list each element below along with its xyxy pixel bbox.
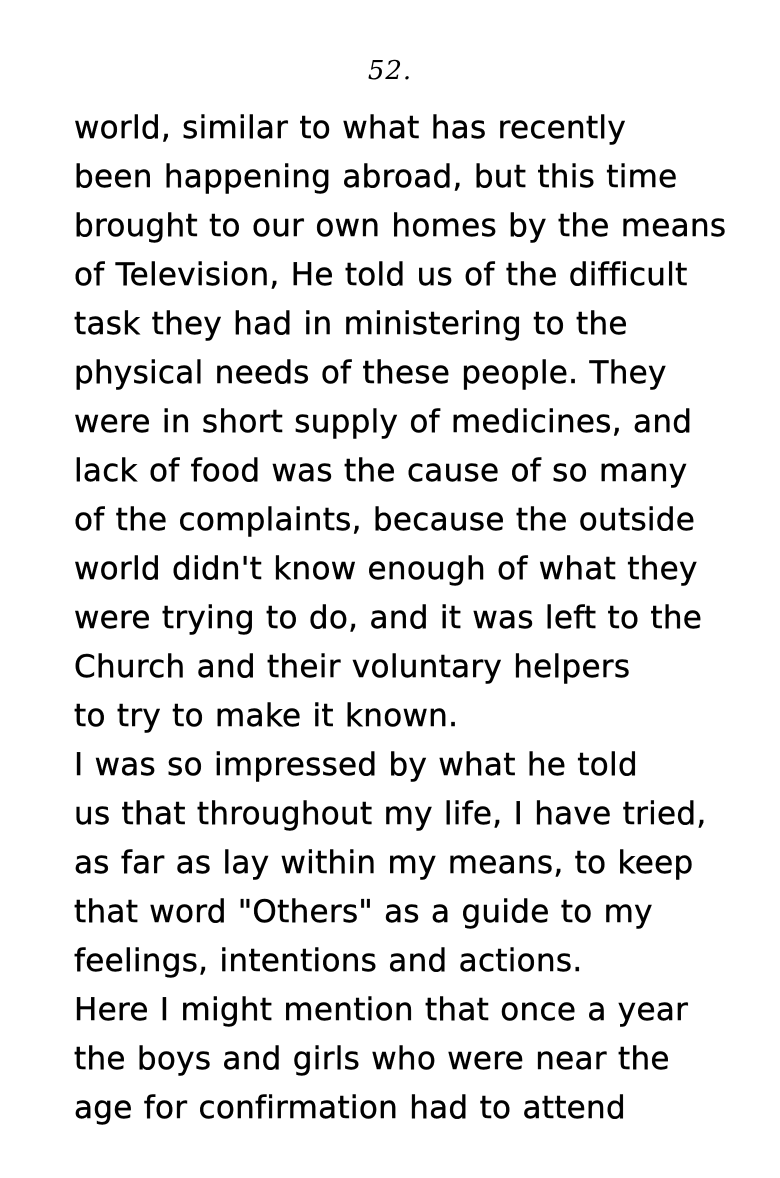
handwritten-text-block bbox=[74, 104, 754, 1133]
text-line: physical needs of these people. They bbox=[74, 355, 667, 391]
text-line: lack of food was the cause of so many bbox=[74, 453, 688, 489]
text-line: been happening abroad, but this time bbox=[74, 159, 678, 195]
paragraph-start-line: I was so impressed by what he told bbox=[74, 747, 638, 783]
text-line: brought to our own homes by the means bbox=[74, 208, 727, 244]
text-line: world didn't know enough of what they bbox=[74, 551, 698, 587]
text-line: world, similar to what has recently bbox=[74, 110, 626, 146]
text-line: of Television, He told us of the difficult bbox=[74, 257, 688, 293]
text-line: task they had in ministering to the bbox=[74, 306, 628, 342]
text-line: Church and their voluntary helpers bbox=[74, 649, 631, 685]
text-line: to try to make it known. bbox=[74, 698, 459, 734]
text-line: that word "Others" as a guide to my bbox=[74, 894, 653, 930]
paragraph-start-line: Here I might mention that once a year bbox=[74, 992, 689, 1028]
text-line: the boys and girls who were near the bbox=[74, 1041, 670, 1077]
text-line: of the complaints, because the outside bbox=[74, 502, 696, 538]
text-line: were trying to do, and it was left to the bbox=[74, 600, 703, 636]
text-line: were in short supply of medicines, and bbox=[74, 404, 693, 440]
text-line: age for confirmation had to attend bbox=[74, 1090, 626, 1126]
text-line: feelings, intentions and actions. bbox=[74, 943, 583, 979]
text-line: us that throughout my life, I have tried, bbox=[74, 796, 707, 832]
page-number: 52. bbox=[367, 56, 413, 86]
text-line: as far as lay within my means, to keep bbox=[74, 845, 694, 881]
